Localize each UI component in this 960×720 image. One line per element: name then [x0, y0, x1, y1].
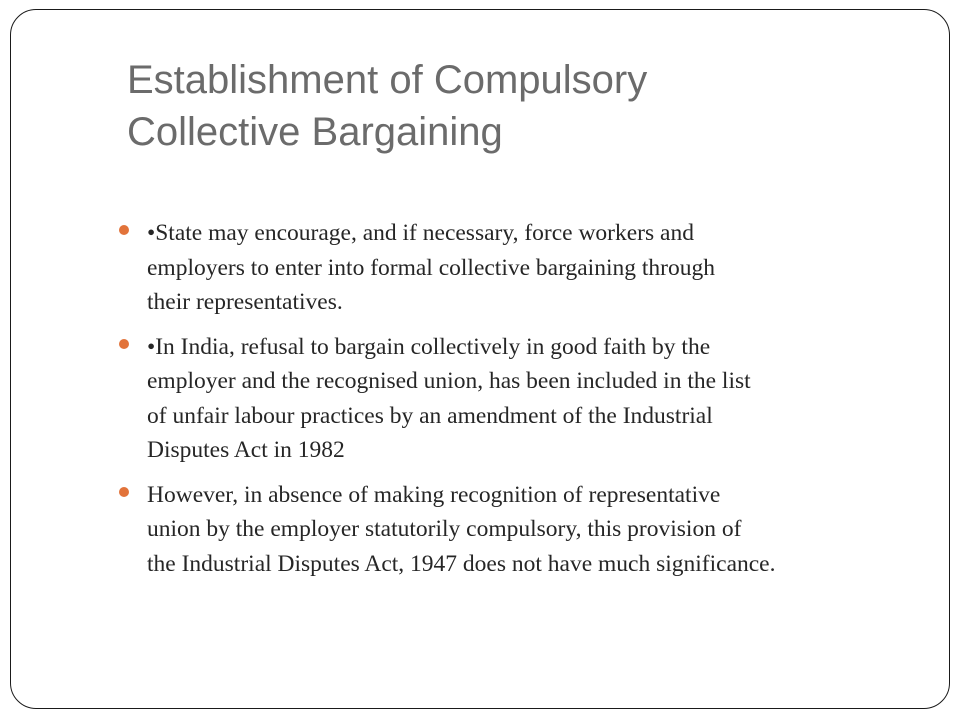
bullet-dot-icon: [119, 339, 129, 349]
bullet-dot-icon: [119, 225, 129, 235]
slide-frame: [10, 9, 950, 709]
bullet-item: [119, 478, 909, 582]
bullet-text-line: However, in absence of making recognition of representative: [147, 481, 721, 508]
bullet-text: [147, 330, 909, 468]
bullet-text-line: their representatives.: [147, 289, 343, 315]
bullet-text-line: Disputes Act in 1982: [147, 437, 345, 463]
bullet-text-line: employer and the recognised union, has been included in the list: [147, 368, 751, 394]
bullet-text-line: the Industrial Disputes Act, 1947 does not have much significance.: [147, 550, 776, 577]
bullet-item: [119, 216, 909, 320]
bullet-text-line: of unfair labour practices by an amendment of the Industrial: [147, 402, 713, 429]
bullet-text-line: employers to enter into formal collective bargaining through: [147, 254, 715, 281]
bullet-text: [147, 478, 909, 582]
bullet-dot-icon: [119, 487, 129, 497]
bullet-list: [119, 216, 909, 591]
bullet-text-line: •State may encourage, and if necessary, force workers and: [147, 220, 694, 246]
bullet-text-line: •In India, refusal to bargain collectively in good faith by the: [147, 333, 711, 360]
bullet-item: [119, 330, 909, 468]
slide-title-line: Establishment of Compulsory: [127, 58, 648, 102]
bullet-text: [147, 216, 909, 320]
slide-title-line: Collective Bargaining: [127, 110, 503, 154]
bullet-text-line: union by the employer statutorily compulsory, this provision of: [147, 516, 742, 542]
slide-title: [127, 54, 887, 158]
